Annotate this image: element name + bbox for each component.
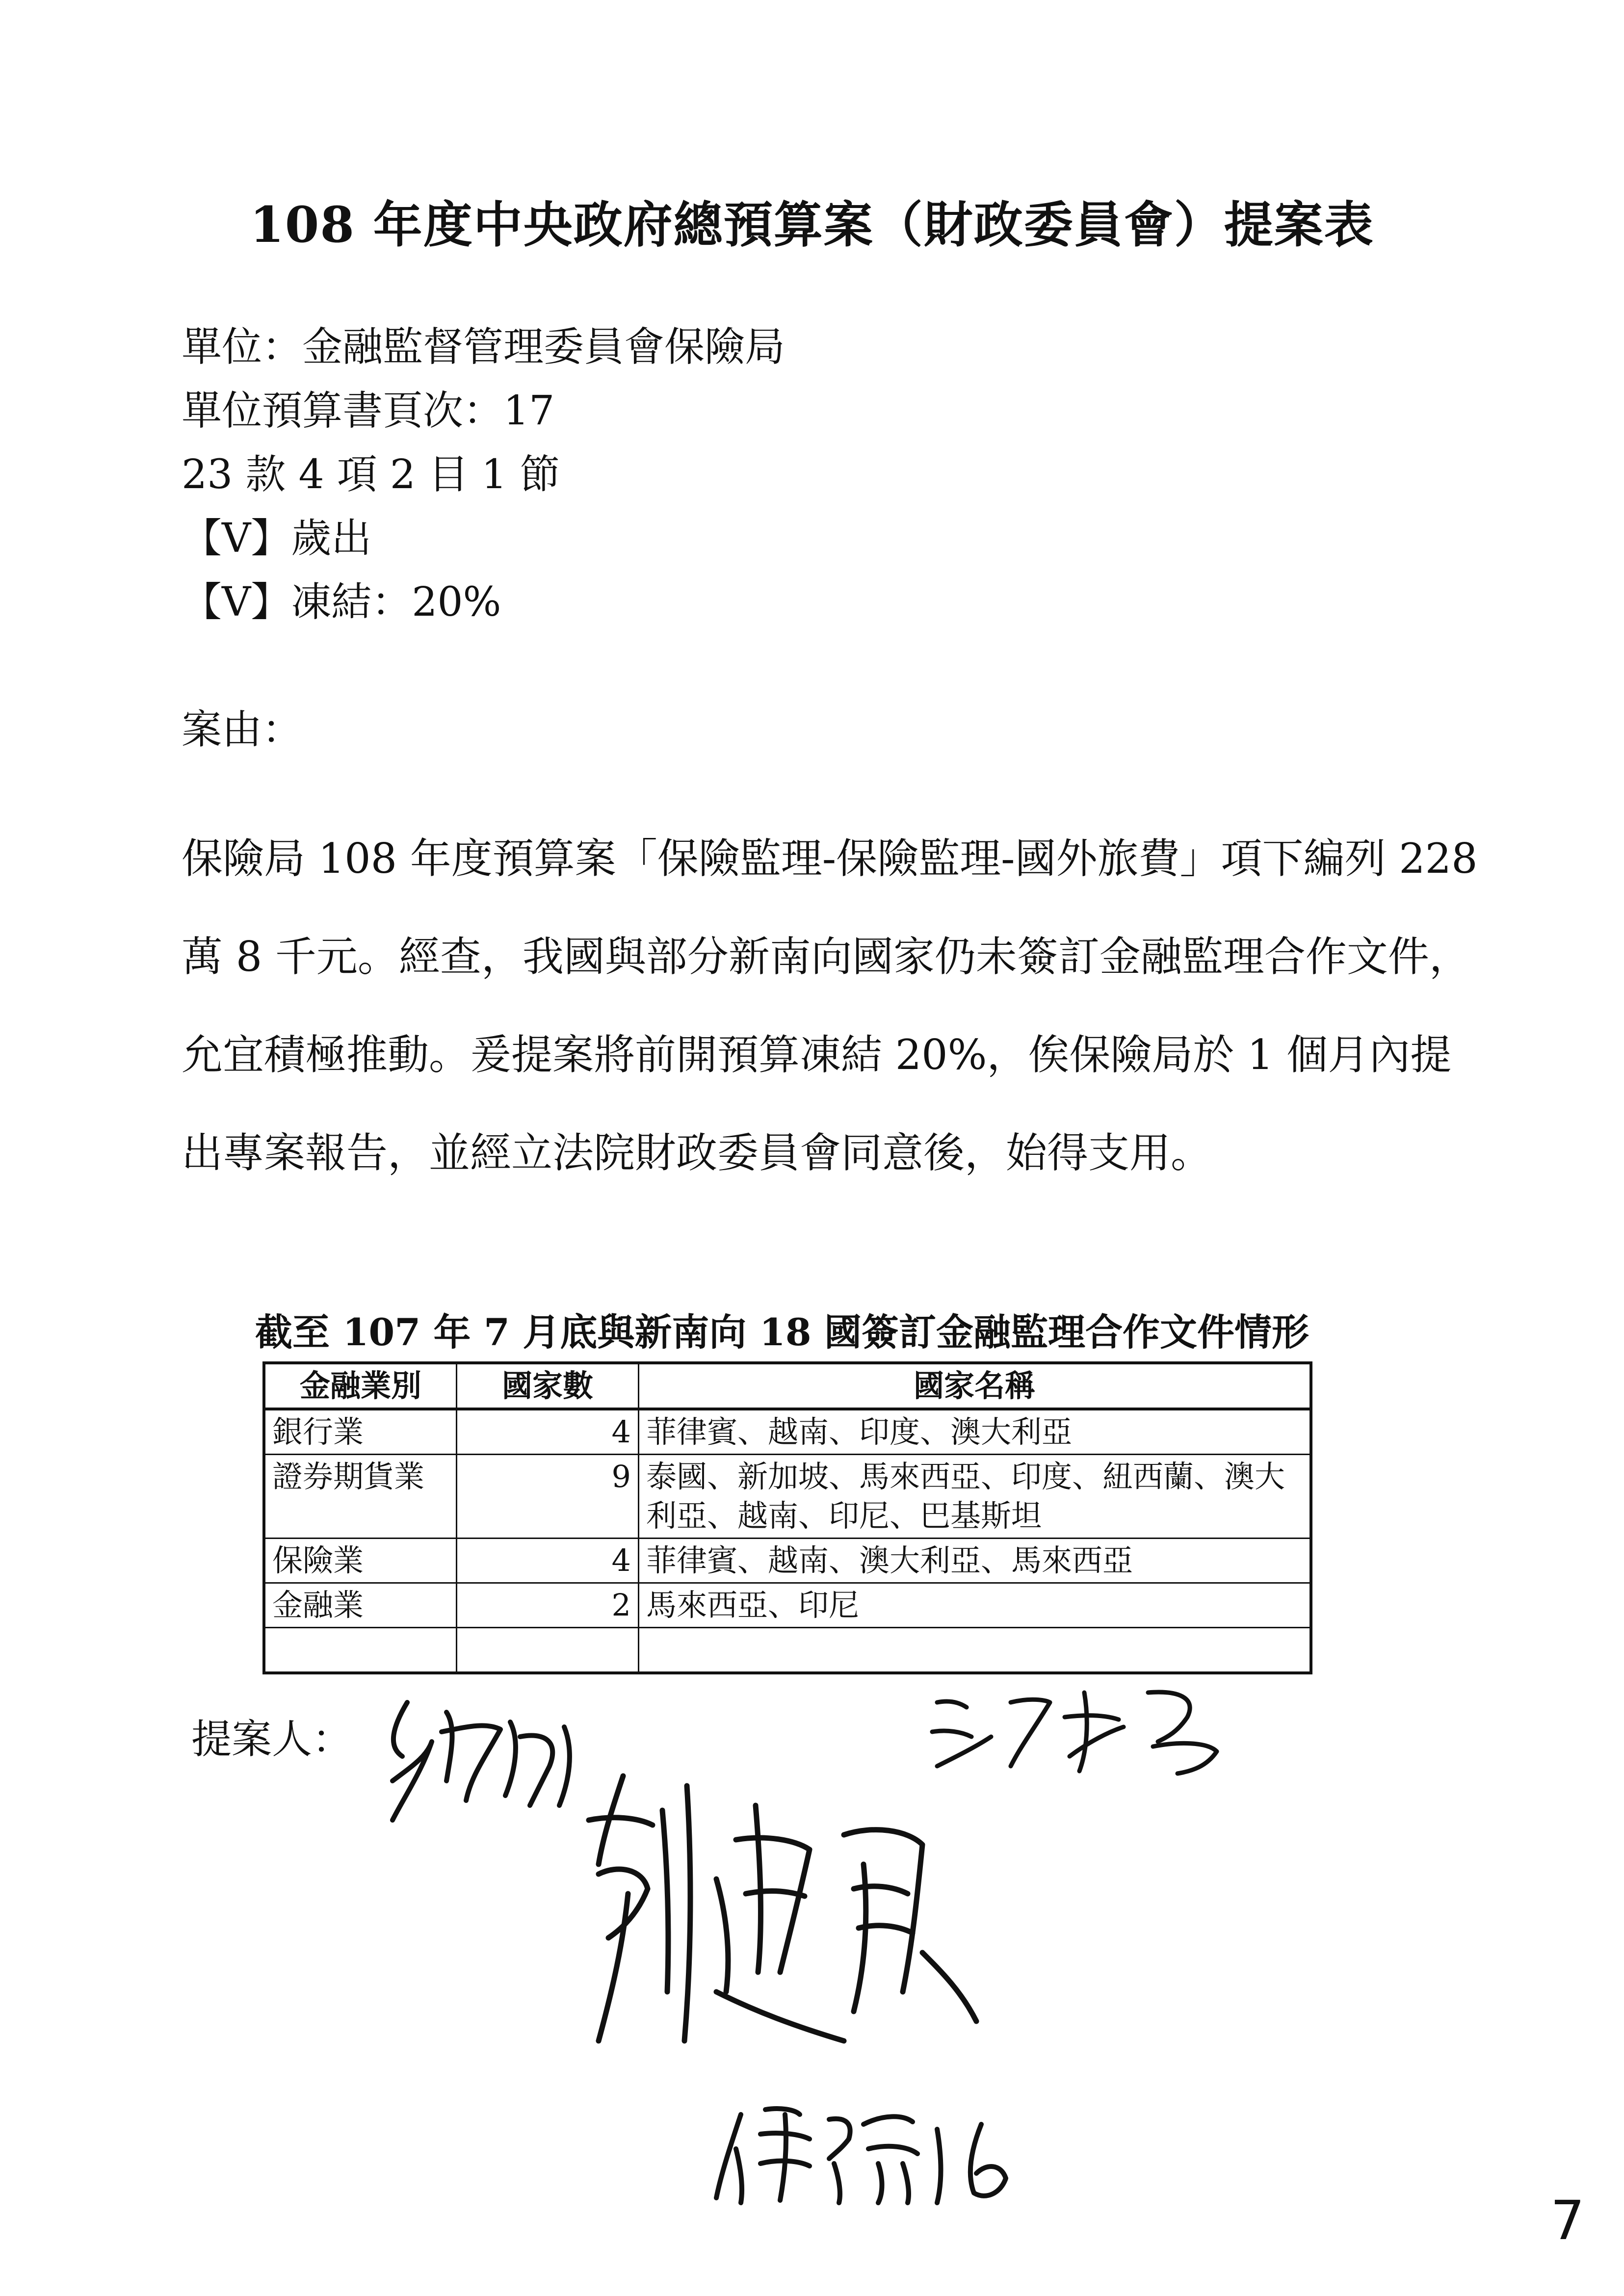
signature-3 — [569, 1766, 1001, 2070]
signature-4 — [707, 2095, 1050, 2208]
agreement-table — [262, 1361, 1312, 1674]
header-count: 國家數 — [457, 1363, 639, 1409]
reason-label: 案由： — [182, 706, 303, 753]
header-sector: 金融業別 — [264, 1363, 457, 1409]
cell-countries: 泰國、新加坡、馬來西亞、印度、紐西蘭、澳大利亞、越南、印尼、巴基斯坦 — [639, 1455, 1311, 1539]
expenditure-check: 【V】歲出 — [182, 515, 372, 562]
page-ref-line: 單位預算書頁次：17 — [182, 388, 555, 434]
header-countries: 國家名稱 — [639, 1363, 1311, 1409]
freeze-check: 【V】凍結：20% — [182, 579, 501, 626]
cell-empty — [264, 1628, 457, 1673]
table-row-empty — [264, 1628, 1311, 1673]
cell-sector: 金融業 — [264, 1583, 457, 1628]
body-line: 允宜積極推動。爰提案將前開預算凍結 20%，俟保險局於 1 個月內提 — [182, 1031, 1452, 1079]
signature-2 — [922, 1673, 1236, 1781]
cell-count: 4 — [457, 1409, 639, 1455]
proposer-label: 提案人： — [191, 1716, 353, 1763]
cell-empty — [457, 1628, 639, 1673]
cell-countries: 菲律賓、越南、印度、澳大利亞 — [639, 1409, 1311, 1455]
cell-count: 9 — [457, 1455, 639, 1539]
body-line: 出專案報告，並經立法院財政委員會同意後，始得支用。 — [182, 1129, 1212, 1177]
cell-count: 2 — [457, 1583, 639, 1628]
table-row — [264, 1539, 1311, 1583]
cell-sector: 保險業 — [264, 1539, 457, 1583]
table-row — [264, 1583, 1311, 1628]
cell-countries: 菲律賓、越南、澳大利亞、馬來西亞 — [639, 1539, 1311, 1583]
section-line: 23 款 4 項 2 目 1 節 — [182, 451, 560, 498]
body-line: 萬 8 千元。經查，我國與部分新南向國家仍未簽訂金融監理合作文件， — [182, 933, 1470, 981]
table-row — [264, 1455, 1311, 1539]
table-title: 截至 107 年 7 月底與新南向 18 國簽訂金融監理合作文件情形 — [255, 1310, 1310, 1354]
table-row — [264, 1409, 1311, 1455]
cell-sector: 證券期貨業 — [264, 1455, 457, 1539]
cell-count: 4 — [457, 1539, 639, 1583]
cell-empty — [639, 1628, 1311, 1673]
cell-sector: 銀行業 — [264, 1409, 457, 1455]
cell-countries: 馬來西亞、印尼 — [639, 1583, 1311, 1628]
body-line: 保險局 108 年度預算案「保險監理-保險監理-國外旅費」項下編列 228 — [182, 835, 1478, 883]
signature-1 — [373, 1683, 599, 1830]
page-title: 108 年度中央政府總預算案（財政委員會）提案表 — [250, 196, 1374, 254]
unit-line: 單位：金融監督管理委員會保險局 — [182, 324, 786, 370]
table-header-row — [264, 1363, 1311, 1409]
page-number: 7 — [1550, 2189, 1585, 2252]
